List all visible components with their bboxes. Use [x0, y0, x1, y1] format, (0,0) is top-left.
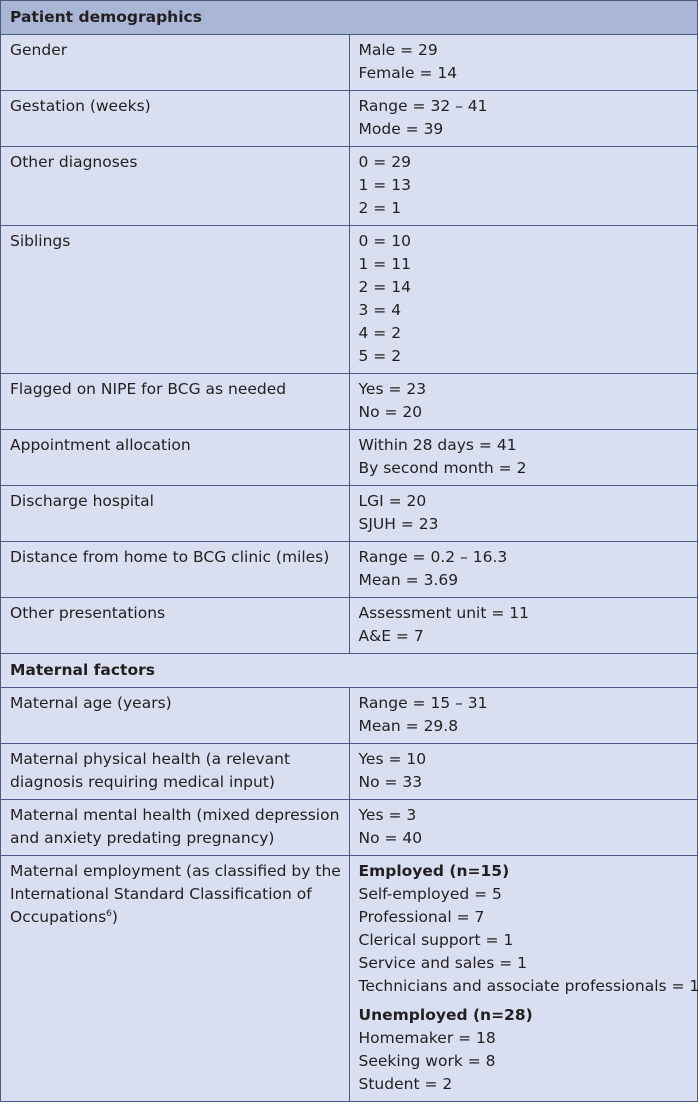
row-value: Technicians and associate professionals = 1	[358, 977, 700, 995]
footnote-marker: 6	[106, 908, 112, 919]
row-label-line: Maternal employment (as classified by the	[10, 862, 341, 880]
row-label-line: Maternal physical health (a relevant	[10, 750, 291, 768]
row-values	[349, 598, 698, 654]
row-value: LGI = 20	[358, 492, 427, 510]
table-row	[1, 91, 698, 147]
table-row	[1, 430, 698, 486]
row-value: Mean = 3.69	[358, 571, 459, 589]
row-value: Mean = 29.8	[358, 717, 459, 735]
row-value: 4 = 2	[358, 324, 402, 342]
label-text: Occupations	[10, 908, 107, 926]
row-values	[349, 744, 698, 800]
row-value: A&E = 7	[358, 627, 424, 645]
row-label: Discharge hospital	[1, 486, 350, 542]
row-value: 1 = 13	[358, 176, 411, 194]
table-row	[1, 598, 698, 654]
table-row	[1, 744, 698, 800]
row-value: Homemaker = 18	[358, 1029, 496, 1047]
row-label	[1, 744, 350, 800]
row-value: Yes = 23	[358, 380, 427, 398]
row-label: Siblings	[1, 226, 350, 374]
row-label: Distance from home to BCG clinic (miles)	[1, 542, 350, 598]
row-value: 2 = 1	[358, 199, 402, 217]
row-values	[349, 226, 698, 374]
row-value: Self-employed = 5	[358, 885, 502, 903]
section-heading-maternal-factors: Maternal factors	[1, 654, 698, 688]
row-value: Yes = 3	[358, 806, 417, 824]
row-value: By second month = 2	[358, 459, 527, 477]
row-label	[1, 856, 350, 1102]
row-value: Assessment unit = 11	[358, 604, 529, 622]
table-body	[1, 1, 698, 1102]
row-label: Gender	[1, 35, 350, 91]
table-row	[1, 800, 698, 856]
row-label-line: Maternal mental health (mixed depression	[10, 806, 340, 824]
table-row	[1, 147, 698, 226]
row-value: Clerical support = 1	[358, 931, 514, 949]
row-value: Student = 2	[358, 1075, 453, 1093]
row-value: 0 = 29	[358, 153, 411, 171]
row-value: No = 33	[358, 773, 423, 791]
row-value: Male = 29	[358, 41, 438, 59]
row-values	[349, 542, 698, 598]
row-values	[349, 430, 698, 486]
row-value: 2 = 14	[358, 278, 411, 296]
row-value: 3 = 4	[358, 301, 402, 319]
row-value: Mode = 39	[358, 120, 444, 138]
table-row	[1, 226, 698, 374]
row-value: Range = 32 – 41	[358, 97, 488, 115]
row-value: Female = 14	[358, 64, 458, 82]
row-value: Yes = 10	[358, 750, 427, 768]
row-values	[349, 91, 698, 147]
table-row	[1, 374, 698, 430]
row-label-line: International Standard Classification of	[10, 885, 312, 903]
row-label: Gestation (weeks)	[1, 91, 350, 147]
row-label: Other diagnoses	[1, 147, 350, 226]
row-value: Range = 0.2 – 16.3	[358, 548, 508, 566]
row-values	[349, 688, 698, 744]
section-heading-patient-demographics: Patient demographics	[1, 1, 698, 35]
row-value: No = 40	[358, 829, 423, 847]
table-row	[1, 35, 698, 91]
row-label	[1, 800, 350, 856]
row-value: Seeking work = 8	[358, 1052, 496, 1070]
row-label: Appointment allocation	[1, 430, 350, 486]
row-value: 0 = 10	[358, 232, 411, 250]
label-tail: )	[111, 908, 118, 926]
row-label-line	[10, 906, 341, 929]
row-value: SJUH = 23	[358, 515, 439, 533]
row-values	[349, 147, 698, 226]
row-label-line: diagnosis requiring medical input)	[10, 773, 275, 791]
table-row	[1, 542, 698, 598]
table-row	[1, 688, 698, 744]
row-values	[349, 856, 698, 1102]
row-value: No = 20	[358, 403, 423, 421]
row-label: Flagged on NIPE for BCG as needed	[1, 374, 350, 430]
row-value: Range = 15 – 31	[358, 694, 488, 712]
row-label: Other presentations	[1, 598, 350, 654]
row-value: Within 28 days = 41	[358, 436, 517, 454]
table-row	[1, 486, 698, 542]
row-values	[349, 800, 698, 856]
row-values	[349, 35, 698, 91]
row-label-line: and anxiety predating pregnancy)	[10, 829, 275, 847]
section-header-row	[1, 1, 698, 35]
row-label: Maternal age (years)	[1, 688, 350, 744]
unemployed-heading: Unemployed (n=28)	[358, 1006, 533, 1024]
table-row-employment	[1, 856, 698, 1102]
row-value: 5 = 2	[358, 347, 402, 365]
row-values	[349, 486, 698, 542]
row-values	[349, 374, 698, 430]
section-header-row	[1, 654, 698, 688]
employed-heading: Employed (n=15)	[358, 862, 510, 880]
row-value: Service and sales = 1	[358, 954, 527, 972]
row-value: 1 = 11	[358, 255, 411, 273]
row-value: Professional = 7	[358, 908, 485, 926]
